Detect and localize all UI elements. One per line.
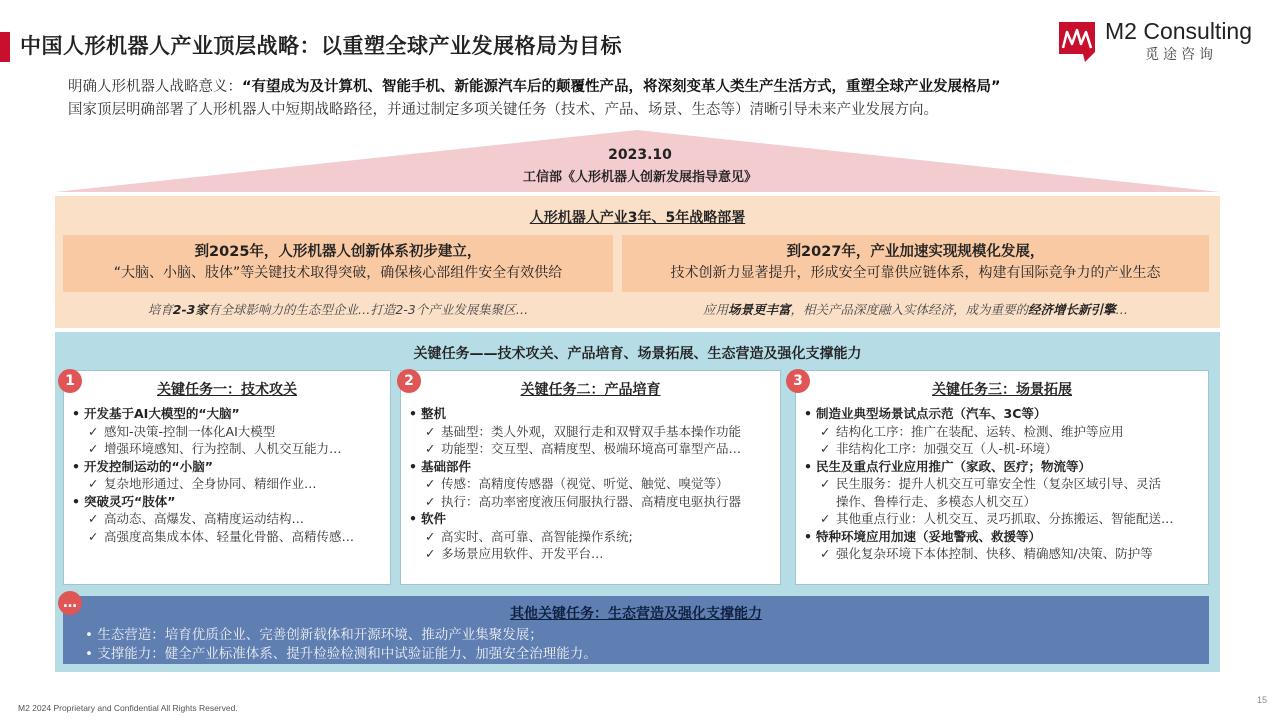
- footer-copyright: M2 2024 Proprietary and Confidential All Rights Reserved.: [18, 703, 238, 713]
- note-2027: [622, 300, 1209, 318]
- task-subitem: 操作、鲁棒行走、多模态人机交互）: [836, 493, 1037, 509]
- note-2027-a: 应用: [702, 302, 728, 317]
- task-bullet: • 开发控制运动的“小脑”: [70, 458, 386, 476]
- note-2027-c: ，相关产品深度融入实体经济，成为重要的: [790, 302, 1029, 317]
- intro-prefix: 明确人形机器人战略意义：: [68, 79, 242, 95]
- task-subitem: ✓ 复杂地形通过、全身协同、精细作业…: [70, 475, 386, 493]
- task-card-lines: [407, 405, 776, 563]
- task-bullet: • 制造业典型场景试点示范（汽车、3C等）: [802, 405, 1204, 423]
- note-2025-b: 2-3家: [172, 302, 208, 317]
- title-accent-bar: [0, 32, 10, 62]
- task-subitem: ✓ 基础型：类人外观，双腿行走和双臂双手基本操作功能: [407, 423, 776, 441]
- task-subitem: ✓ 结构化工序：推广在装配、运转、检测、维护等应用: [802, 423, 1204, 441]
- page-title: 中国人形机器人产业顶层战略：以重塑全球产业发展格局为目标: [20, 34, 622, 58]
- company-logo: [1055, 18, 1270, 62]
- task-card-lines: [802, 405, 1204, 563]
- task-number-badge: 1: [58, 369, 82, 393]
- goal-2027-heading: 到2027年，产业加速实现规模化发展，: [786, 244, 1045, 260]
- task-subitem: ✓ 传感：高精度传感器（视觉、听觉、触觉、嗅觉等）: [407, 475, 776, 493]
- task-number-badge: 3: [786, 369, 810, 393]
- task-subitem: ✓ 多场景应用软件、开发平台…: [407, 545, 776, 563]
- goal-2025-detail: “大脑、小脑、肢体”等关键技术取得突破，确保核心部组件安全有效供给: [113, 265, 563, 281]
- task-subitem: ✓ 其他重点行业：人机交互、灵巧抓取、分拣搬运、智能配送…: [802, 510, 1204, 528]
- task-bullet: • 民生及重点行业应用推广（家政、医疗；物流等）: [802, 458, 1204, 476]
- task-subitem: ✓ 高强度高集成本体、轻量化骨骼、高精传感…: [70, 528, 386, 546]
- note-2025-c: 有全球影响力的生态型企业…打造2-3个产业发展集聚区…: [207, 302, 529, 317]
- task-card-title: 关键任务三：场景拓展: [932, 382, 1072, 398]
- task-subitem: ✓ 增强环境感知、行为控制、人机交互能力…: [70, 440, 386, 458]
- strategy-title: 人形机器人产业3年、5年战略部署: [529, 210, 746, 226]
- task-subitem: ✓ 高动态、高爆发、高精度运动结构…: [70, 510, 386, 528]
- goal-2027: [622, 235, 1209, 292]
- goal-2025-heading: 到2025年，人形机器人创新体系初步建立，: [194, 244, 482, 260]
- goal-2027-detail: 技术创新力显著提升，形成安全可靠供应链体系，构建有国际竞争力的产业生态: [670, 265, 1161, 281]
- task-card-title: 关键任务二：产品培育: [520, 382, 661, 398]
- task-subitem: ✓ 民生服务：提升人机交互可靠安全性（复杂区域引导、灵活: [802, 475, 1204, 493]
- task-bullet: • 整机: [407, 405, 776, 423]
- other-task-item: • 生态营造：培育优质企业、完善创新载体和开源环境、推动产业集聚发展；: [85, 627, 543, 643]
- task-card-1: [63, 370, 391, 585]
- task-bullet: • 软件: [407, 510, 776, 528]
- task-card-title: 关键任务一：技术攻关: [157, 382, 297, 398]
- task-card-2: [400, 370, 781, 585]
- task-bullet: • 突破灵巧“肢体”: [70, 493, 386, 511]
- m2-logo-icon: [1055, 18, 1099, 62]
- policy-document: 工信部《人形机器人创新发展指导意见》: [522, 170, 757, 185]
- logo-subtitle: 觅途咨询: [1145, 47, 1217, 63]
- other-task-item: • 支撑能力：健全产业标准体系、提升检验检测和中试验证能力、加强安全治理能力。: [85, 646, 597, 662]
- note-2027-d: 经济增长新引擎: [1028, 302, 1116, 317]
- note-2025-a: 培育: [147, 302, 173, 317]
- key-tasks-title: 关键任务——技术攻关、产品培育、场景拓展、生态营造及强化支撑能力: [413, 346, 862, 362]
- goal-2025: [63, 235, 613, 292]
- intro-line-1: [68, 75, 1001, 96]
- task-subitem: ✓ 强化复杂环境下本体控制、快移、精确感知/决策、防护等: [802, 545, 1204, 563]
- ellipsis-badge: …: [58, 591, 82, 615]
- note-2027-b: 场景更丰富: [727, 302, 791, 317]
- logo-name: M2 Consulting: [1105, 18, 1253, 44]
- task-subitem: ✓ 执行：高功率密度液压伺服执行器、高精度电驱执行器: [407, 493, 776, 511]
- policy-date: 2023.10: [608, 147, 672, 163]
- task-subitem: ✓ 非结构化工序：加强交互（人-机-环境）: [802, 440, 1204, 458]
- task-subitem: ✓ 感知-决策-控制一体化AI大模型: [70, 423, 386, 441]
- task-bullet: • 基础部件: [407, 458, 776, 476]
- page-number: 15: [1257, 695, 1268, 705]
- task-bullet: • 开发基于AI大模型的“大脑”: [70, 405, 386, 423]
- task-subitem: ✓ 高实时、高可靠、高智能操作系统;: [407, 528, 776, 546]
- task-number-badge: 2: [397, 369, 421, 393]
- task-card-3: [795, 370, 1209, 585]
- task-card-lines: [70, 405, 386, 545]
- intro-quote: “有望成为及计算机、智能手机、新能源汽车后的颠覆性产品，将深刻变革人类生产生活方式，重塑全球产业发展格局”: [242, 79, 1001, 95]
- intro-line-2: 国家顶层明确部署了人形机器人中短期战略路径，并通过制定多项关键任务（技术、产品、场景、生态等）清晰引导未来产业发展方向。: [68, 102, 938, 118]
- note-2025: [63, 300, 613, 318]
- task-bullet: • 特种环境应用加速（妥地警戒、救援等）: [802, 528, 1204, 546]
- note-2027-e: …: [1115, 302, 1129, 317]
- other-tasks-title: 其他关键任务：生态营造及强化支撑能力: [510, 606, 762, 622]
- task-subitem: ✓ 功能型：交互型、高精度型、极端环境高可靠型产品…: [407, 440, 776, 458]
